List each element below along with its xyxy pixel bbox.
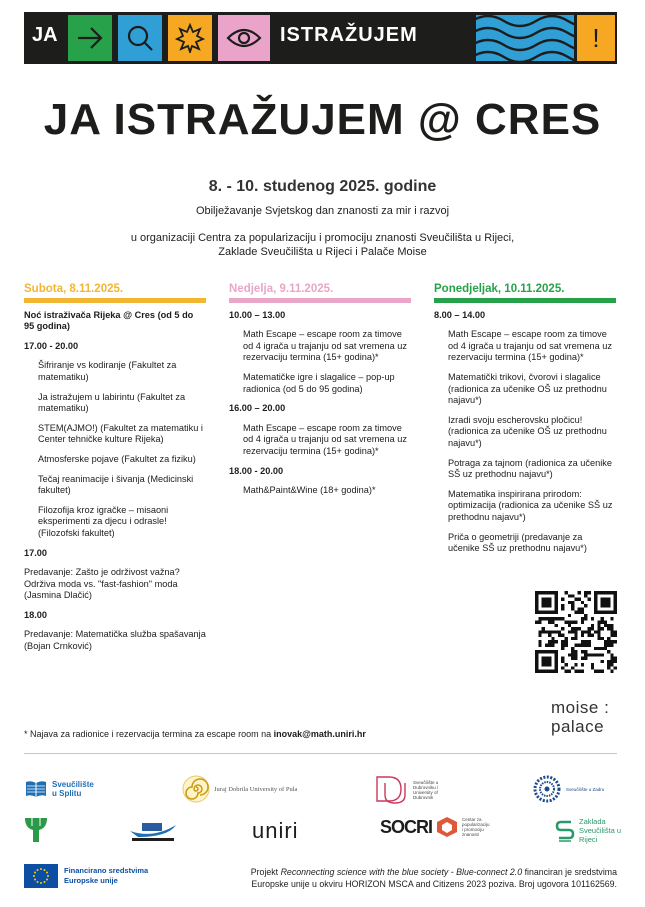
logo-pula <box>182 775 297 803</box>
day-heading: Nedjelja, 9.11.2025. <box>229 283 334 295</box>
logo-dubrovnik-text: Sveučilište u Dubrovniku / University of Dubrovnik <box>413 780 439 800</box>
logo-zadar-text: Sveučilište u Zadru <box>566 786 605 792</box>
day-color-bar <box>434 298 616 303</box>
book-icon <box>24 778 48 800</box>
organizers-line-1: u organizaciji Centra za popularizaciju i promociju znanosti Sveučilišta u Rijeci, <box>130 232 515 244</box>
footnote-text: * Najava za radionice i rezervacija termina za escape room na <box>24 729 274 739</box>
schedule-column-sunday <box>229 284 411 505</box>
star-burst-icon <box>168 15 212 61</box>
funding-line1-rest: financiran je sredstvima <box>522 867 617 877</box>
logo-uniri-text: uniri <box>252 818 299 843</box>
activity-item: Matematički trikovi, čvorovi i slagalice (radionica za učenike OŠ uz prethodnu najavu*) <box>448 371 607 406</box>
activity-item: Matematičke igre i slagalice – pop-up radionica (od 5 do 95 godina) <box>243 371 395 394</box>
time-slot: 8.00 – 14.00 <box>434 309 486 320</box>
event-headline: Noć istraživača Rijeka @ Cres (od 5 do 95 godina) <box>24 309 194 332</box>
moise-palace-logo <box>551 698 609 736</box>
divider <box>24 753 617 754</box>
arrow-right-icon <box>68 15 112 61</box>
magnifier-icon <box>118 15 162 61</box>
banner-istrazujem: ISTRAŽUJEM <box>280 24 418 46</box>
activity-item: Math Escape – escape room za timove od 4 igrača u trajanju od sat vremena uz rezervaciju termina (15+ godina)* <box>243 422 407 456</box>
boat-icon <box>128 817 178 843</box>
time-slot: 18.00 <box>24 609 47 620</box>
time-slot: 10.00 – 13.00 <box>229 309 286 320</box>
page-title: JA ISTRAŽUJEM @ CRES <box>43 95 602 144</box>
logo-socri <box>380 816 490 838</box>
schedule-column-monday <box>434 284 616 563</box>
activity-item: Math&Paint&Wine (18+ godina)* <box>243 485 376 496</box>
logo-zaklada-text: Zaklada Sveučilišta u Rijeci <box>579 817 622 844</box>
du-icon <box>375 775 409 805</box>
top-banner <box>24 12 617 64</box>
wave-icon <box>476 15 574 61</box>
activity-item: Potraga za tajnom (radionica za učenike SŠ uz prethodnu najavu*) <box>448 457 612 480</box>
day-color-bar <box>24 298 206 303</box>
funding-statement <box>205 866 617 890</box>
funding-prefix: Projekt <box>250 867 281 877</box>
logo-green-trident <box>24 816 48 844</box>
activity-item: Ja istražujem u labirintu (Fakultet za matematiku) <box>38 391 186 414</box>
spiral-icon <box>182 775 210 803</box>
logo-split-text: Sveučilište u Splitu <box>52 780 94 798</box>
activity-item: STEM(AJMO!) (Fakultet za matematiku i Center tehničke kulture Rijeka) <box>38 422 203 445</box>
logo-boat <box>128 817 178 843</box>
day-heading: Subota, 8.11.2025. <box>24 283 124 295</box>
time-slot: 16.00 – 20.00 <box>229 403 286 414</box>
funding-line-2: Europske unije u okviru HORIZON MSCA and Citizens 2023 poziva. Broj ugovora 101162569. <box>251 879 617 889</box>
logo-socri-text: SOCRI <box>380 816 433 837</box>
footnote <box>24 729 366 739</box>
logo-zadar <box>532 774 610 804</box>
schedule-column-saturday <box>24 284 206 661</box>
time-slot: 17.00 - 20.00 <box>24 340 79 351</box>
day-color-bar <box>229 298 411 303</box>
eu-line-2: Europske unije <box>64 876 118 885</box>
contact-email[interactable]: inovak@math.uniri.hr <box>273 729 366 739</box>
activity-item: Atmosferske pojave (Fakultet za fiziku) <box>38 453 196 464</box>
lecture-item: Predavanje: Zašto je održivost važna? Održiva moda vs. "fast-fashion" moda (Jasmina Dlačić) <box>24 567 180 601</box>
cube-icon <box>436 816 458 838</box>
activity-item: Šifriranje vs kodiranje (Fakultet za matematiku) <box>38 360 177 382</box>
qr-code[interactable] <box>535 591 617 673</box>
activity-item: Math Escape – escape room za timove od 4 igrača u trajanju od sat vremena uz rezervaciju termina (15+ godina)* <box>243 329 407 363</box>
moise-logo-line-1: moise : <box>551 698 610 717</box>
logo-dubrovnik <box>375 775 453 805</box>
zaklada-icon <box>555 819 575 843</box>
logo-zaklada <box>555 817 629 844</box>
lecture-item: Predavanje: Matematička služba spašavanja (Bojan Crnković) <box>24 629 206 652</box>
moise-logo-line-2: palace <box>551 717 605 736</box>
organizers-line-2: Zaklade Sveučilišta u Rijeci i Palače Moise <box>218 246 427 258</box>
logo-split <box>24 778 100 800</box>
time-slot: 18.00 - 20.00 <box>229 465 284 476</box>
banner-ja: JA <box>32 24 58 46</box>
activity-item: Matematika inspirirana prirodom: optimizacija (radionica za učenike SŠ uz prethodnu najavu*) <box>448 488 613 522</box>
time-slot: 17.00 <box>24 547 47 558</box>
activity-item: Math Escape – escape room za timove od 4 igrača u trajanju od sat vremena uz rezervaciju termina (15+ godina)* <box>448 329 612 363</box>
project-name: Reconnecting science with the blue society - Blue-connect 2.0 <box>280 867 523 877</box>
logo-centar-text: Centar za popularizaciju i promociju znanosti <box>462 817 490 837</box>
logo-uniri <box>252 818 299 844</box>
eye-icon <box>218 15 270 61</box>
logo-pula-text: Juraj Dobrila University of Pula <box>214 785 298 793</box>
event-dates: 8. - 10. studenog 2025. godine <box>208 178 437 195</box>
eu-line-1: Financirano sredstvima <box>64 866 149 875</box>
exclamation-icon: ! <box>577 15 615 61</box>
flower-icon <box>532 774 562 804</box>
activity-item: Izradi svoju escherovsku pločicu! (radionica za učenike OŠ uz prethodnu najavu*) <box>448 414 607 448</box>
eu-flag-icon <box>24 864 58 888</box>
event-subtitle: Obilježavanje Svjetskog dan znanosti za mir i razvoj <box>195 205 450 217</box>
activity-item: Tečaj reanimacije i šivanja (Medicinski fakultet) <box>38 473 194 496</box>
eu-funding-label <box>64 866 148 886</box>
activity-item: Filozofija kroz igračke – misaoni eksperimenti za djecu i odrasle! (Filozofski fakultet) <box>38 504 169 538</box>
trident-icon <box>24 816 48 844</box>
day-heading: Ponedjeljak, 10.11.2025. <box>434 283 565 295</box>
organizers <box>0 231 645 259</box>
activity-item: Priča o geometriji (predavanje za učenike SŠ uz prethodnu najavu*) <box>448 531 587 554</box>
